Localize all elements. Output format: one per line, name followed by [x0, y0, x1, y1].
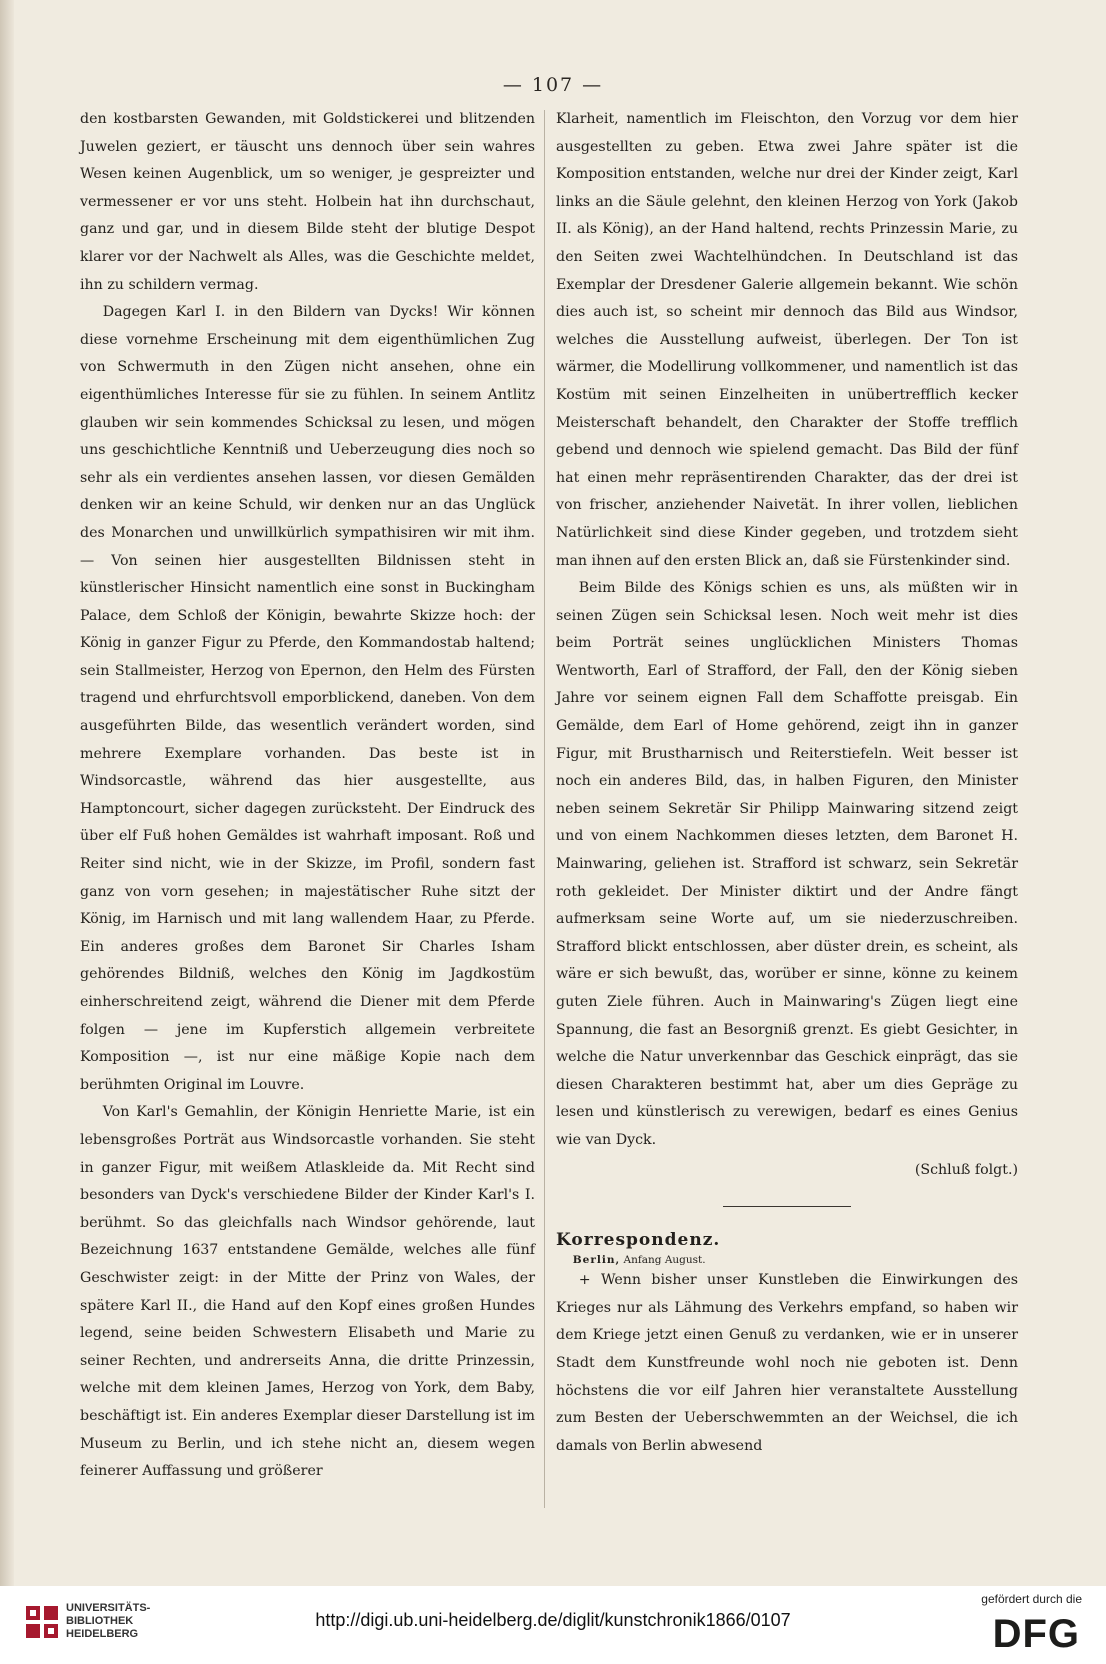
left-paragraph-1: den kostbarsten Gewanden, mit Goldstickerei und blitzenden Juwelen geziert, er täuscht uns dennoch über sein wahres Wesen keinen Augenblick, um so weniger, je gespreizter und vermessener er vor uns steht. Holbein hat ihn durchschaut, ganz und gar, und in diesem Bilde steht der blutige Despot klarer vor der Nachwelt als Alles, was die Geschichte meldet, ihn zu schildern vermag.	[80, 111, 535, 293]
dfg-logo: DFG	[992, 1612, 1080, 1656]
library-name-line-3: HEIDELBERG	[66, 1628, 139, 1640]
correspondence-paragraph: + Wenn bisher unser Kunstleben die Einwirkungen des Krieges nur als Lähmung des Verkehrs empfand, so haben wir dem Kriege jetzt einen Genuß zu verdanken, wie er in unserer Stadt dem Kunstfreunde wohl noch nie geboten ist. Denn höchstens die vor eilf Jahren hier veranstaltete Ausstellung zum Besten der Ueberschwemmten an der Weichsel, die ich damals von Berlin abwesend	[556, 1272, 1018, 1454]
right-paragraph-1: Klarheit, namentlich im Fleischton, den Vorzug vor dem hier ausgestellten zu geben. Etwa zwei Jahre später ist die Komposition entstanden, welche nur drei der Kinder zeigt, Karl links an die Säule gelehnt, den kleinen Herzog von York (Jakob II. als König), an der Hand haltend, rechts Prinzessin Marie, zu den Seiten zwei Wachtelhündchen. In Deutschland ist das Exemplar der Dresdener Galerie allgemein bekannt. Wie schön dies auch ist, so scheint mir dennoch das Bild aus Windsor, welches die Ausstellung aufweist, überlegen. Der Ton ist wärmer, die Modellirung vollkommener, und namentlich ist das Kostüm mit seinen Einzelheiten in unübertrefflich kecker Meisterschaft behandelt, den Charakter der Stoffe trefflich gebend und dennoch wie spielend gemacht. Das Bild der fünf hat einen mehr repräsentirenden Charakter, das der drei ist von frischer, anziehender Naivetät. In ihrer vollen, lieblichen Natürlichkeit sind diese Kinder gegeben, und trotzdem sieht man ihnen auf den ersten Blick an, daß sie Fürstenkinder sind.	[556, 111, 1018, 569]
library-name-line-2: BIBLIOTHEK	[66, 1615, 134, 1627]
left-paragraph-2: Dagegen Karl I. in den Bildern van Dycks! Wir können diese vornehme Erscheinung mit dem eigenthümlichen Zug von Schwermuth in den Zügen nicht ansehen, ohne ein eigenthümliches Interesse für sie zu fühlen. In seinem Antlitz glauben wir sein kommendes Schicksal zu lesen, und mögen uns geschichtliche Kenntniß und Ueberzeugung dies noch so sehr als ein verdientes ansehen lassen, vor diesen Gemälden denken wir an keine Schuld, wir denken nur an das Unglück des Monarchen und unwillkürlich sympathisiren wir mit ihm. — Von seinen hier ausgestellten Bildnissen steht in künstlerischer Hinsicht namentlich eine sonst in Buckingham Palace, dem Schloß der Königin, bewahrte Skizze hoch: der König in ganzer Figur zu Pferde, den Kommandostab haltend; sein Stallmeister, Herzog von Epernon, den Helm des Fürsten tragend und ehrfurchtsvoll emporblickend, daneben. Von dem ausgeführten Bilde, das wesentlich verändert worden, sind mehrere Exemplare vorhanden. Das beste ist in Windsorcastle, während das hier ausgestellte, aus Hamptoncourt, sicher dagegen zurücksteht. Der Eindruck des über elf Fuß hohen Gemäldes ist wahrhaft imposant. Roß und Reiter sind nicht, wie in der Skizze, im Profil, sondern fast ganz von vorn gesehen; in majestätischer Ruhe sitzt der König, im Harnisch und mit lang wallendem Haar, zu Pferde. Ein anderes großes dem Baronet Sir Charles Isham gehörendes Bildniß, welches den König im Jagdkostüm einherschreitend zeigt, während die Diener mit dem Pferde folgen — jene im Kupferstich allgemein verbreitete Komposition —, ist nur eine mäßige Kopie nach dem berühmten Original im Louvre.	[80, 304, 535, 1093]
footer-bar	[0, 1586, 1106, 1664]
funded-by-label: gefördert durch die	[981, 1592, 1082, 1606]
left-paragraph-3: Von Karl's Gemahlin, der Königin Henriette Marie, ist ein lebensgroßes Porträt aus Windsorcastle vorhanden. Sie steht in ganzer Figur, mit weißem Atlaskleide da. Mit Recht sind besonders van Dyck's verschiedene Bilder der Kinder Karl's I. berühmt. So das gleichfalls nach Windsor gehörende, laut Bezeichnung 1637 entstandene Gemälde, welches alle fünf Geschwister zeigt: in der Mitte der Prinz von Wales, der spätere Karl II., die Hand auf den Kopf eines großen Hundes legend, seine beiden Schwestern Elisabeth und Marie zu seiner Rechten, und andrerseits Anna, die dritte Prinzessin, welche mit dem kleinen James, Herzog von York, dem Baby, beschäftigt ist. Ein anderes Exemplar dieser Darstellung ist im Museum zu Berlin, und ich stehe nicht an, diesem wegen feinerer Auffassung und größerer	[80, 1104, 535, 1480]
left-column	[80, 106, 535, 1486]
section-heading: Korrespondenz.	[556, 1230, 721, 1251]
dateline-date: Anfang August.	[623, 1254, 706, 1267]
right-paragraph-2: Beim Bilde des Königs schien es uns, als müßten wir in seinen Zügen sein Schicksal lesen. Noch weit mehr ist dies beim Porträt seines unglücklichen Ministers Thomas Wentworth, Earl of Strafford, der Fall, den der König sieben Jahre vor seinem eignen Fall dem Schaffotte preisgab. Ein Gemälde, dem Earl of Home gehörend, zeigt ihn in ganzer Figur, mit Brustharnisch und Reiterstiefeln. Weit besser ist noch ein anderes Bild, das, in halben Figuren, den Minister neben seinem Sekretär Sir Philipp Mainwaring sitzend zeigt und von einem Nachkommen dieses letzten, dem Baronet H. Mainwaring, geliehen ist. Strafford ist schwarz, sein Sekretär roth gekleidet. Der Minister diktirt und der Andre fängt aufmerksam seine Worte auf, um sie niederzuschreiben. Strafford blickt entschlossen, aber düster drein, es scheint, als wäre er sich bewußt, das, worüber er sinne, könne zu keinem guten Ziele führen. Auch in Mainwaring's Zügen liegt eine Spannung, die fast an Besorgniß grenzt. Es giebt Gesichter, in welche die Natur unverkennbar das Geschick einprägt, das sie diesen Charakteren bestimmt hat, aber um dies Gepräge zu lesen und künstlerisch zu verewigen, bedarf es eines Genius wie van Dyck.	[556, 580, 1018, 1148]
library-name-line-1: UNIVERSITÄTS-	[66, 1602, 151, 1614]
source-url-link[interactable]: http://digi.ub.uni-heidelberg.de/diglit/kunstchronik1866/0107	[315, 1610, 791, 1630]
right-column	[556, 106, 1018, 1460]
section-rule	[723, 1206, 851, 1207]
scan-binding-edge	[0, 0, 14, 1664]
dateline	[556, 1253, 1018, 1267]
dateline-place: Berlin,	[572, 1254, 621, 1267]
page-number: — 107 —	[502, 74, 604, 96]
to-be-continued-note: (Schluß folgt.)	[914, 1161, 1018, 1178]
column-divider	[544, 110, 545, 1508]
